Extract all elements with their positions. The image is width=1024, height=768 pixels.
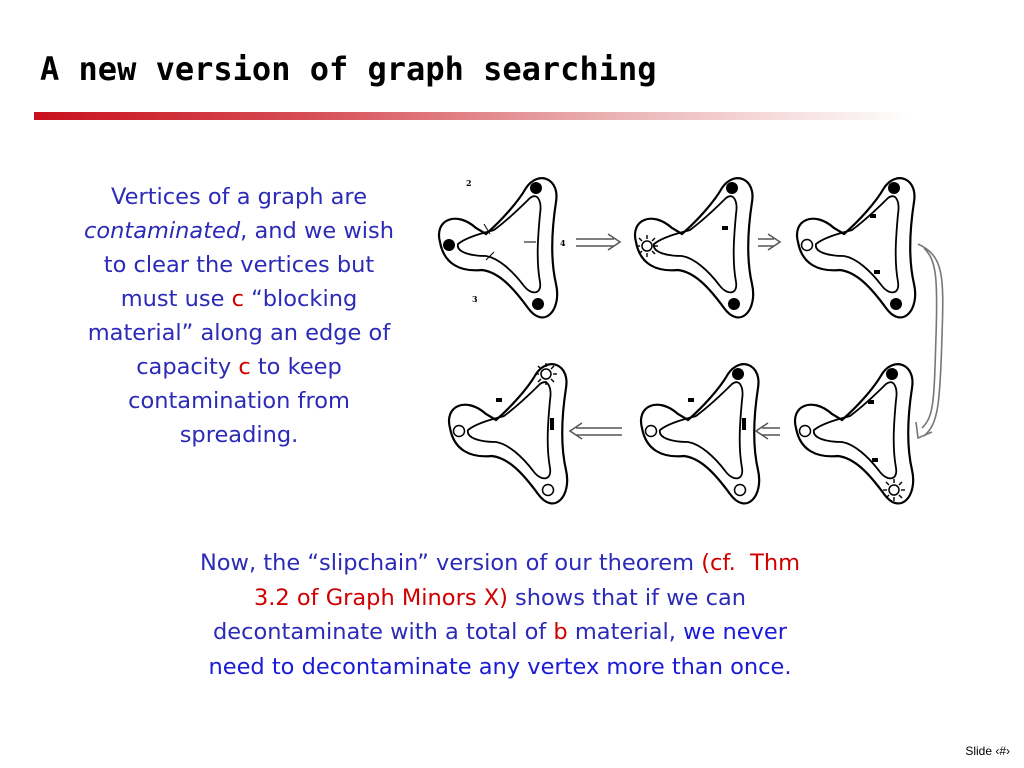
text-run: , and we wish to clear the vertices but must use [103, 218, 394, 312]
theorem-ref: Thm 3.2 of Graph Minors X) [253, 550, 801, 611]
graph-state-1 [439, 178, 566, 317]
text-run: “blocking material” along an edge of capacity [87, 286, 391, 380]
graph-state-3 [797, 178, 915, 317]
left-paragraph [74, 180, 404, 452]
edge-label-3: 3 [472, 294, 478, 304]
slide-number: Slide ‹#› [965, 744, 1010, 758]
left-arrow-icon [570, 423, 622, 439]
edge-label-2: 2 [466, 178, 472, 188]
graph-search-figure [428, 166, 946, 510]
text-run: material, [567, 619, 684, 645]
curved-down-arrow-icon [916, 244, 943, 438]
contaminated-italic: contaminated [84, 218, 241, 244]
key-claim: we never need to decontaminate any vertex more than once. [208, 619, 792, 680]
var-c: c [231, 286, 244, 312]
cf-ref: (cf. [701, 550, 736, 576]
title-underline [34, 112, 914, 120]
edge-label-4: 4 [560, 238, 566, 248]
right-arrow-icon [576, 234, 620, 250]
var-c: c [238, 354, 251, 380]
slide-title: A new version of graph searching [40, 50, 657, 88]
graph-state-4 [795, 364, 913, 503]
graph-state-2 [635, 178, 753, 317]
bottom-paragraph [186, 546, 814, 684]
text-run: Vertices of a graph are [110, 184, 368, 210]
graph-state-5 [641, 364, 759, 503]
text-run: to keep contamination from spreading. [128, 354, 350, 448]
text-run: Now, the “slipchain” version of our theorem [199, 550, 702, 576]
graph-state-6 [449, 363, 567, 503]
text-run: shows that if we can decontaminate with a total of [212, 584, 747, 645]
right-arrow-icon [758, 234, 780, 250]
left-arrow-icon [756, 423, 780, 439]
var-b: b [553, 619, 568, 645]
